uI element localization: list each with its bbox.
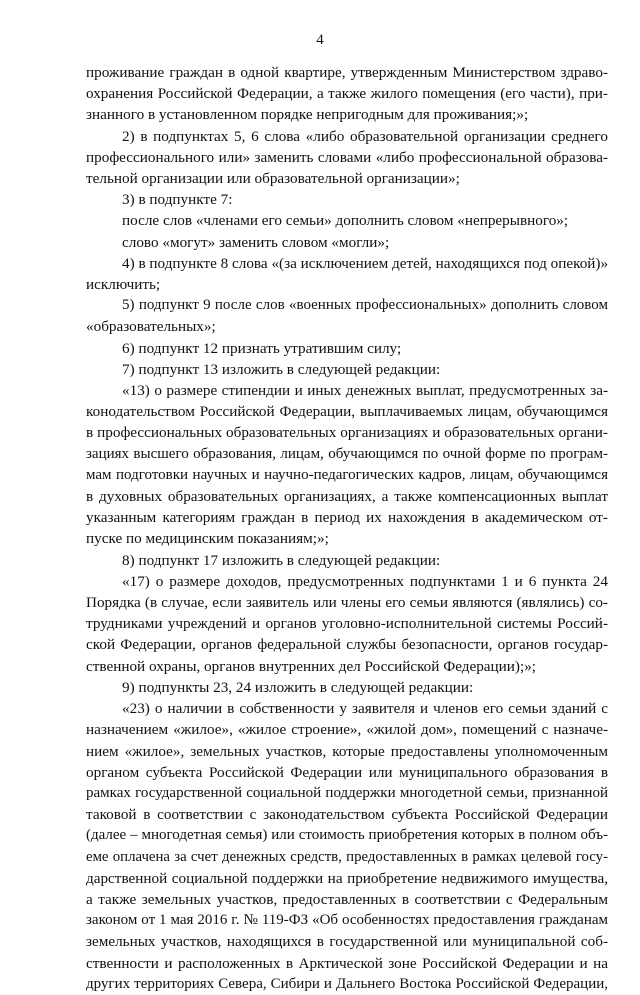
text-line: «13) о размере стипендии и иных денежных выплат, предусмотренных за- [122, 382, 608, 400]
text-line: а также земельных участков, предоставленных в соответствии с Федеральным [86, 890, 608, 908]
text-line: ской Федерации, органов федеральной службы безопасности, органов государ- [86, 636, 608, 654]
document-body [86, 62, 608, 995]
text-line: исключить; [86, 276, 161, 294]
text-line: 7) подпункт 13 изложить в следующей редакции: [122, 360, 441, 378]
text-line: указанным категориям граждан в период их нахождения в академическом от- [86, 509, 608, 527]
text-line: других территориях Севера, Сибири и Дальнего Востока Российской Федерации, [86, 975, 608, 992]
text-line: земельных участков, находящихся в государственной или муниципальной соб- [86, 933, 608, 951]
text-line: зациях высшего образования, лицам, обучающимся по очной форме по програм- [86, 445, 608, 462]
text-line: в духовных образовательных организациях, а также компенсационных выплат [86, 488, 608, 506]
text-line: «23) о наличии в собственности у заявителя и членов его семьи зданий с [122, 700, 608, 718]
text-line: тельной организации или образовательной организации»; [86, 170, 460, 188]
text-line: ственности и расположенных в Арктической зоне Российской Федерации и на [86, 954, 608, 972]
text-line: знанного в установленном порядке непригодным для проживания;»; [86, 106, 529, 124]
text-line: 8) подпункт 17 изложить в следующей редакции: [122, 551, 441, 569]
text-line: 4) в подпункте 8 слова «(за исключением детей, находящихся под опекой)» [122, 254, 609, 272]
text-line: 3) в подпункте 7: [122, 191, 233, 209]
text-line: ственной охраны, органов внутренних дел Российской Федерации);»; [86, 657, 537, 675]
text-line: назначением «жилое», «жилое строение», «жилой дом», помещений с назначе- [86, 721, 608, 739]
text-line: в профессиональных образовательных организациях и образовательных органи- [86, 424, 608, 442]
text-line: слово «могут» заменить словом «могли»; [122, 233, 390, 251]
text-line: законом от 1 мая 2016 г. № 119-ФЗ «Об особенностях предоставления гражданам [86, 912, 608, 929]
page-number: 4 [316, 32, 324, 48]
text-line: проживание граждан в одной квартире, утвержденным Министерством здраво- [86, 64, 608, 81]
text-line: нием «жилое», земельных участков, которые предоставлены уполномоченным [86, 742, 608, 760]
text-line: после слов «членами его семьи» дополнить словом «непрерывного»; [122, 212, 569, 230]
text-line: профессионального или» заменить словами «либо профессиональной образова- [86, 148, 608, 166]
text-line: охранения Российской Федерации, а также жилого помещения (его части), при- [86, 85, 608, 103]
text-line: еме оплачена за счет денежных средств, предоставленных в рамках целевой госу- [86, 848, 608, 865]
text-line: 2) в подпунктах 5, 6 слова «либо образовательной организации среднего [122, 127, 608, 145]
text-line: «образовательных»; [86, 318, 216, 336]
text-line: дарственной социальной поддержки на приобретение недвижимого имущества, [86, 869, 608, 887]
text-line: рамках государственной социальной поддержки многодетной семьи, признанной [86, 784, 608, 801]
text-line: конодательством Российской Федерации, выплачиваемых лицам, обучающимся [86, 403, 608, 421]
text-line: органом субъекта Российской Федерации или муниципального образования в [86, 763, 608, 781]
text-line: мам подготовки научных и научно-педагогических кадров, лицам, обучающимся [86, 466, 608, 483]
text-line: 9) подпункты 23, 24 изложить в следующей редакции: [122, 678, 474, 696]
text-line: 6) подпункт 12 признать утратившим силу; [122, 339, 402, 357]
text-line: «17) о размере доходов, предусмотренных подпунктами 1 и 6 пункта 24 [122, 572, 608, 590]
text-line: пуске по медицинским показаниям;»; [86, 530, 329, 548]
text-line: 5) подпункт 9 после слов «военных профессиональных» дополнить словом [122, 297, 608, 314]
text-line: трудниками учреждений и органов уголовно-исполнительной системы Россий- [86, 615, 608, 633]
text-line: таковой в соответствии с законодательством субъекта Российской Федерации [86, 806, 608, 824]
text-line: (далее – многодетная семья) или стоимость приобретения которых в полном объ- [86, 827, 608, 844]
text-line: Порядка (в случае, если заявитель или члены его семьи являются (являлись) со- [86, 594, 608, 612]
